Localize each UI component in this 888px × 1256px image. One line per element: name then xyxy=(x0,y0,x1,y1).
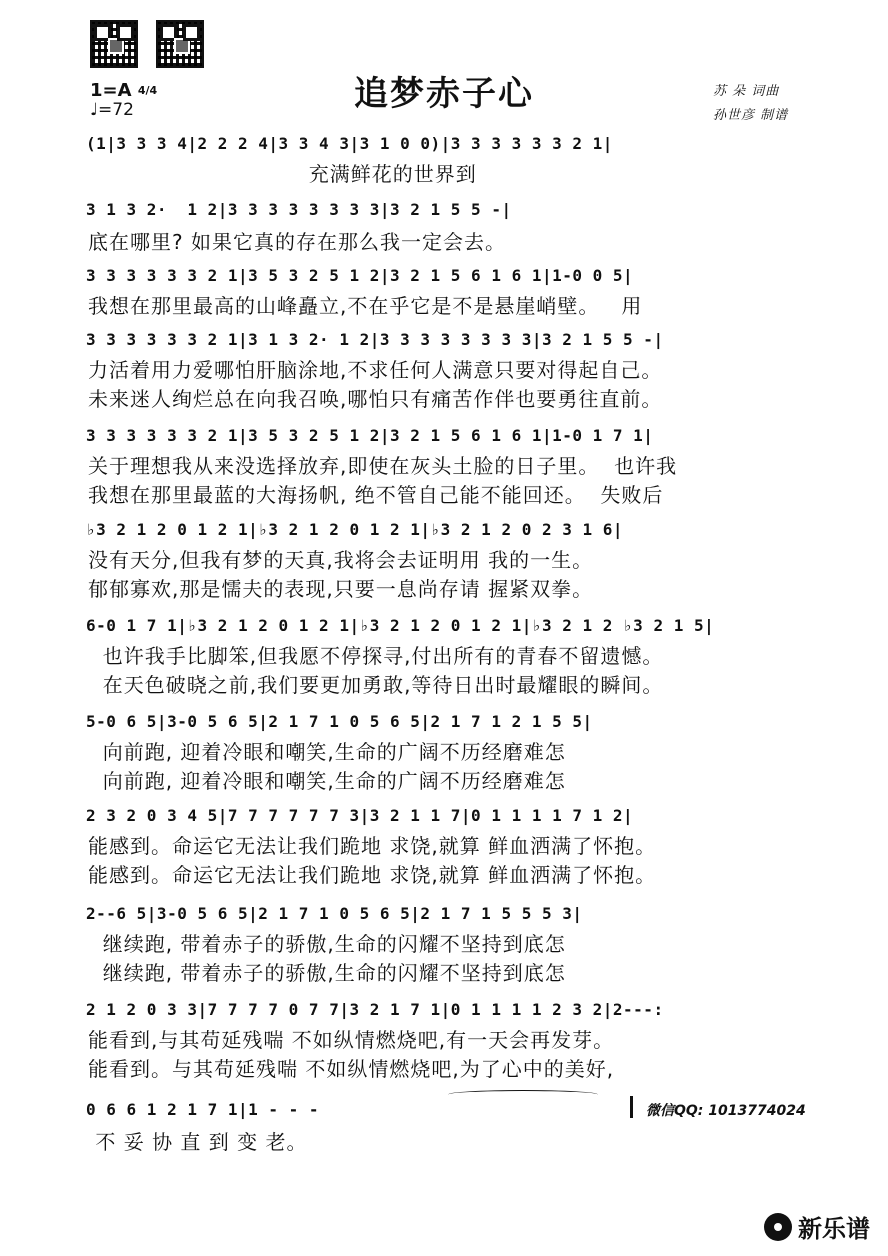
score-lyrics-4a: 力活着用力爱哪怕肝脑涂地,不求任何人满意只要对得起自己。 xyxy=(88,358,663,382)
score-notes-10: 2--6 5|3-0 5 6 5|2 1 7 1 0 5 6 5|2 1 7 1 5 5 5 3| xyxy=(86,904,583,923)
double-barline xyxy=(630,1096,633,1118)
logo-text: 新乐谱 xyxy=(798,1215,870,1243)
time-signature: 4/4 xyxy=(137,84,158,97)
score-lyrics-8a: 向前跑, 迎着冷眼和嘲笑,生命的广阔不历经磨难怎 xyxy=(88,740,566,764)
score-notes-2: 3 1 3 2· 1 2|3 3 3 3 3 3 3 3|3 2 1 5 5 -| xyxy=(86,200,512,219)
score-lyrics-5b: 我想在那里最蓝的大海扬帆, 绝不管自己能不能回还。 失败后 xyxy=(88,483,664,507)
score-lyrics-6b: 郁郁寡欢,那是懦夫的表现,只要一息尚存请 握紧双拳。 xyxy=(88,577,594,601)
score-notes-12: 0 6 6 1 2 1 7 1|1 - - - xyxy=(86,1100,320,1119)
score-lyrics-1a: 充满鲜花的世界到 xyxy=(88,162,477,186)
score-notes-4: 3 3 3 3 3 3 2 1|3 1 3 2· 1 2|3 3 3 3 3 3 3 3|3 2 1 5 5 -| xyxy=(86,330,664,349)
score-lyrics-11a: 能看到,与其苟延残喘 不如纵情燃烧吧,有一天会再发芽。 xyxy=(88,1028,615,1052)
lyricist-credit: 苏 朵 词曲 xyxy=(713,84,780,99)
score-lyrics-7b: 在天色破晓之前,我们要更加勇敢,等待日出时最耀眼的瞬间。 xyxy=(88,673,664,697)
score-lyrics-6a: 没有天分,但我有梦的天真,我将会去证明用 我的一生。 xyxy=(88,548,594,572)
tempo: ♩=72 xyxy=(90,100,134,120)
score-lyrics-3a: 我想在那里最高的山峰矗立,不在乎它是不是悬崖峭壁。 用 xyxy=(88,294,643,318)
score-lyrics-2a: 底在哪里? 如果它真的存在那么我一定会去。 xyxy=(88,230,506,254)
arranger-credit: 孙世彦 制谱 xyxy=(713,108,789,123)
score-notes-11: 2 1 2 0 3 3|7 7 7 7 0 7 7|3 2 1 7 1|0 1 1 1 1 2 3 2|2---: xyxy=(86,1000,664,1019)
wechat-contact: 微信QQ: 1013774024 xyxy=(646,1103,806,1119)
score-lyrics-9a: 能感到。命运它无法让我们跪地 求饶,就算 鲜血洒满了怀抱。 xyxy=(88,834,657,858)
score-notes-3: 3 3 3 3 3 3 2 1|3 5 3 2 5 1 2|3 2 1 5 6 1 6 1|1-0 0 5| xyxy=(86,266,634,285)
record-disc-icon xyxy=(764,1213,792,1241)
score-lyrics-11b: 能看到。与其苟延残喘 不如纵情燃烧吧,为了心中的美好, xyxy=(88,1057,615,1081)
score-lyrics-9b: 能感到。命运它无法让我们跪地 求饶,就算 鲜血洒满了怀抱。 xyxy=(88,863,657,887)
score-notes-8: 5-0 6 5|3-0 5 6 5|2 1 7 1 0 5 6 5|2 1 7 1 2 1 5 5| xyxy=(86,712,593,731)
score-notes-6: ♭3 2 1 2 0 1 2 1|♭3 2 1 2 0 1 2 1|♭3 2 1 2 0 2 3 1 6| xyxy=(86,520,624,539)
qr-code-right xyxy=(156,20,204,68)
key-signature: 1=A 4/4 xyxy=(90,80,158,101)
score-notes-9: 2 3 2 0 3 4 5|7 7 7 7 7 7 3|3 2 1 1 7|0 1 1 1 1 7 1 2| xyxy=(86,806,634,825)
score-lyrics-12a: 不 妥 协 直 到 变 老。 xyxy=(88,1130,308,1154)
tie-slur xyxy=(448,1090,598,1099)
score-lyrics-4b: 未来迷人绚烂总在向我召唤,哪怕只有痛苦作伴也要勇往直前。 xyxy=(88,387,663,411)
qr-code-left xyxy=(90,20,138,68)
score-lyrics-10b: 继续跑, 带着赤子的骄傲,生命的闪耀不坚持到底怎 xyxy=(88,961,566,985)
score-notes-5: 3 3 3 3 3 3 2 1|3 5 3 2 5 1 2|3 2 1 5 6 1 6 1|1-0 1 7 1| xyxy=(86,426,654,445)
score-lyrics-7a: 也许我手比脚笨,但我愿不停探寻,付出所有的青春不留遗憾。 xyxy=(88,644,664,668)
score-lyrics-5a: 关于理想我从来没选择放弃,即使在灰头土脸的日子里。 也许我 xyxy=(88,454,678,478)
score-lyrics-10a: 继续跑, 带着赤子的骄傲,生命的闪耀不坚持到底怎 xyxy=(88,932,566,956)
score-lyrics-8b: 向前跑, 迎着冷眼和嘲笑,生命的广阔不历经磨难怎 xyxy=(88,769,566,793)
score-notes-1: (1|3 3 3 4|2 2 2 4|3 3 4 3|3 1 0 0)|3 3 3 3 3 3 2 1| xyxy=(86,134,613,153)
score-notes-7: 6-0 1 7 1|♭3 2 1 2 0 1 2 1|♭3 2 1 2 0 1 2 1|♭3 2 1 2 ♭3 2 1 5| xyxy=(86,616,715,635)
site-logo xyxy=(764,1209,870,1244)
song-title: 追梦赤子心 xyxy=(354,74,534,114)
